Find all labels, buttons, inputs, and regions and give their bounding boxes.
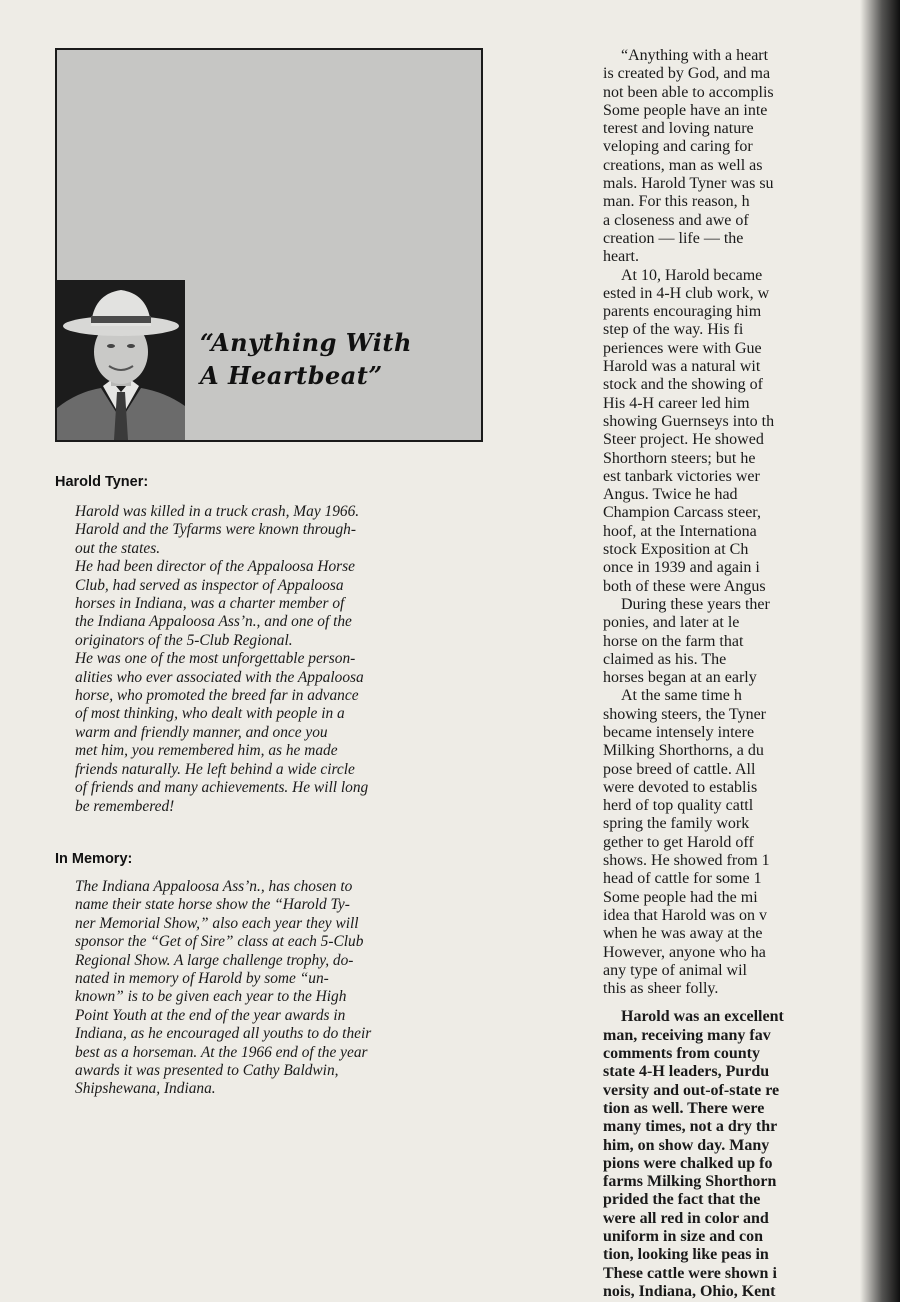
paragraph-2 xyxy=(75,558,485,650)
article-title xyxy=(200,326,480,392)
column-line: Some people have an inte xyxy=(603,101,768,119)
column-line: periences were with Gue xyxy=(603,339,762,357)
paragraph-3 xyxy=(75,650,485,816)
paragraph-1 xyxy=(75,503,485,558)
text-line: Club, had served as inspector of Appaloosa xyxy=(75,576,344,594)
column-line: not been able to accomplis xyxy=(603,83,774,101)
section2-body xyxy=(75,878,485,1099)
column-line-bold: state 4-H leaders, Purdu xyxy=(603,1063,770,1081)
column-line: “Anything with a heart xyxy=(621,47,769,64)
column-line: parents encouraging him xyxy=(603,303,762,321)
text-line: alities who ever associated with the Appaloosa xyxy=(75,668,364,686)
column-line-bold: pions were chalked up fo xyxy=(603,1154,773,1172)
title-line-2: A Heartbeat” xyxy=(200,361,383,390)
column-line: During these years ther xyxy=(621,595,770,613)
title-panel xyxy=(55,48,483,442)
right-column-text xyxy=(603,47,893,1301)
column-line: Champion Carcass steer, xyxy=(603,504,761,522)
section-heading-harold-tyner: Harold Tyner: xyxy=(55,474,149,490)
column-line-bold: man, receiving many fav xyxy=(603,1026,771,1044)
column-line: man. For this reason, h xyxy=(603,193,750,211)
column-line: pose breed of cattle. All xyxy=(603,760,756,778)
text-line: He was one of the most unforgettable person- xyxy=(75,650,356,668)
text-line: awards it was presented to Cathy Baldwin, xyxy=(75,1062,339,1080)
column-line: terest and loving nature xyxy=(603,120,754,138)
text-line: best as a horseman. At the 1966 end of the year xyxy=(75,1043,368,1061)
column-line: stock Exposition at Ch xyxy=(603,541,749,559)
column-line: horse on the farm that xyxy=(603,632,744,650)
text-line: Harold was killed in a truck crash, May 1966. xyxy=(75,503,360,520)
column-line: once in 1939 and again i xyxy=(603,559,760,577)
portrait-photo xyxy=(57,280,185,440)
column-line: creations, man as well as xyxy=(603,156,763,174)
column-line: herd of top quality cattl xyxy=(603,797,754,815)
paragraph-memory xyxy=(75,878,485,1099)
column-line: Steer project. He showed xyxy=(603,431,764,449)
column-line-bold: tion as well. There were xyxy=(603,1099,765,1117)
column-line-bold: him, on show day. Many xyxy=(603,1136,770,1154)
column-line-bold: Harold was an excellent xyxy=(621,1008,784,1026)
column-line-bold: prided the fact that the xyxy=(603,1191,761,1209)
column-line: a closeness and awe of xyxy=(603,211,749,229)
column-line-bold: farms Milking Shorthorn xyxy=(603,1173,777,1191)
column-line-bold: tion, looking like peas in xyxy=(603,1246,769,1264)
column-line-bold: These cattle were shown i xyxy=(603,1264,777,1282)
text-line: out the states. xyxy=(75,539,161,557)
column-line: were devoted to establis xyxy=(603,778,758,796)
text-line: The Indiana Appaloosa Ass’n., has chosen to xyxy=(75,878,353,895)
column-line: claimed as his. The xyxy=(603,650,727,668)
column-line: est tanbark victories wer xyxy=(603,467,760,485)
column-line: this as sheer folly. xyxy=(603,980,719,998)
text-line: sponsor the “Get of Sire” class at each 5-Club xyxy=(75,933,364,951)
title-line-1: “Anything With xyxy=(200,328,412,357)
column-line: showing Guernseys into th xyxy=(603,412,775,430)
column-line: Shorthorn steers; but he xyxy=(603,449,756,467)
column-line: However, anyone who ha xyxy=(603,943,766,961)
text-line: Harold and the Tyfarms were known through- xyxy=(75,521,357,539)
text-line: be remembered! xyxy=(75,797,175,815)
text-line: met him, you remembered him, as he made xyxy=(75,742,338,760)
column-line: idea that Harold was on v xyxy=(603,906,767,924)
column-line: heart. xyxy=(603,248,639,266)
text-line: Point Youth at the end of the year awards in xyxy=(75,1006,346,1024)
paragraph-gap xyxy=(603,998,893,1008)
column-line: ponies, and later at le xyxy=(603,614,740,632)
text-line: known” is to be given each year to the High xyxy=(75,988,347,1006)
column-line: mals. Harold Tyner was su xyxy=(603,175,774,193)
portrait-illustration xyxy=(57,280,185,440)
column-line: Angus. Twice he had xyxy=(603,486,738,504)
column-line-bold: many times, not a dry thr xyxy=(603,1118,778,1136)
column-line: is created by God, and ma xyxy=(603,65,771,83)
text-line: originators of the 5-Club Regional. xyxy=(75,631,293,649)
text-line: Regional Show. A large challenge trophy, do- xyxy=(75,951,354,969)
column-line: At 10, Harold became xyxy=(621,266,763,284)
column-line: Milking Shorthorns, a du xyxy=(603,742,764,760)
column-line-bold: nois, Indiana, Ohio, Kent xyxy=(603,1282,776,1300)
column-line: stock and the showing of xyxy=(603,376,763,394)
text-line: horses in Indiana, was a charter member of xyxy=(75,595,345,613)
column-line: gether to get Harold off xyxy=(603,833,754,851)
column-line: ested in 4-H club work, w xyxy=(603,284,770,302)
text-line: friends naturally. He left behind a wide circle xyxy=(75,760,355,778)
text-line: of most thinking, who dealt with people in a xyxy=(75,705,345,723)
text-line: He had been director of the Appaloosa Horse xyxy=(75,558,355,576)
column-line: showing steers, the Tyner xyxy=(603,705,766,723)
column-line: At the same time h xyxy=(621,687,742,705)
column-line: veloping and caring for xyxy=(603,138,753,156)
column-line-bold: were all red in color and xyxy=(603,1209,769,1227)
text-line: name their state horse show the “Harold Ty- xyxy=(75,896,350,914)
column-line: when he was away at the xyxy=(603,925,763,943)
column-line: any type of animal wil xyxy=(603,961,747,979)
column-line: step of the way. His fi xyxy=(603,321,744,339)
column-line: shows. He showed from 1 xyxy=(603,852,770,870)
text-line: nated in memory of Harold by some “un- xyxy=(75,970,329,988)
text-line: warm and friendly manner, and once you xyxy=(75,723,328,741)
text-line: the Indiana Appaloosa Ass’n., and one of the xyxy=(75,613,352,631)
column-line: His 4-H career led him xyxy=(603,394,750,412)
text-line: of friends and many achievements. He will long xyxy=(75,779,369,797)
column-line: both of these were Angus xyxy=(603,577,766,595)
column-line: hoof, at the Internationa xyxy=(603,522,757,540)
column-line: horses began at an early xyxy=(603,669,757,687)
section1-body xyxy=(75,503,485,816)
section-heading-in-memory: In Memory: xyxy=(55,851,133,867)
text-line: horse, who promoted the breed far in advance xyxy=(75,687,359,705)
column-line: Harold was a natural wit xyxy=(603,358,761,376)
column-line-bold: comments from county xyxy=(603,1045,761,1063)
column-line: became intensely intere xyxy=(603,723,755,741)
text-line: ner Memorial Show,” also each year they will xyxy=(75,914,359,932)
column-line-bold: versity and out-of-state re xyxy=(603,1081,780,1099)
column-line: head of cattle for some 1 xyxy=(603,870,762,888)
text-line: Indiana, as he encouraged all youths to do their xyxy=(75,1025,372,1043)
column-line: Some people had the mi xyxy=(603,888,758,906)
text-line: Shipshewana, Indiana. xyxy=(75,1080,216,1098)
column-line-bold: uniform in size and con xyxy=(603,1228,764,1245)
column-line: creation — life — the xyxy=(603,229,744,247)
column-line: spring the family work xyxy=(603,815,750,833)
